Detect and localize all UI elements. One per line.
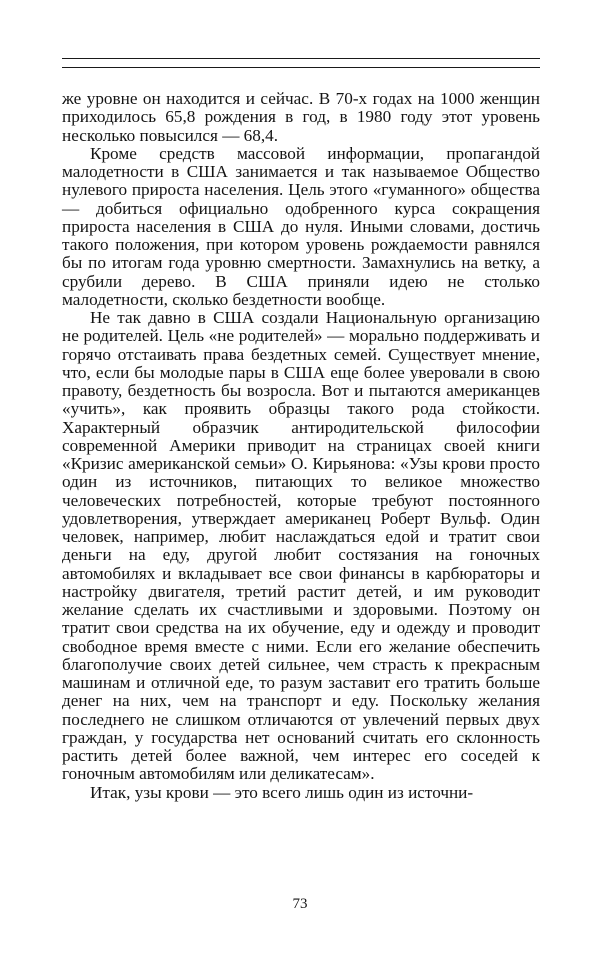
body-text: [62, 90, 540, 802]
page-number: 73: [292, 896, 308, 912]
paragraph: Кроме средств массовой информации, пропагандой малодетности в США занимается и так называемое Общество нулевого прироста населения. Цель этого «гуманного» общества — добиться официально одобренного курса сокращения прироста населения в США до нуля. Иными словами, достичь такого положения, при котором уровень рождаемости равнялся бы по итогам года уровню смертности. Замахнулись на ветку, а срубили дерево. В США приняли идею не столько малодетности, сколько бездетности вообще.: [62, 143, 540, 309]
paragraph: Не так давно в США создали Национальную организацию не родителей. Цель «не родителей» — морально поддерживать и горячо отстаивать права бездетных семей. Существует мнение, что, если бы молодые пары в США еще более уверовали в свою правоту, бездетность бы возросла. Вот и пытаются американцев «учить», как проявить образцы такого рода стойкости. Характерный образчик антиродительской философии современной Америки приводит на страницах своей книги «Кризис американской семьи» О. Кирьянова: «Узы крови просто один из источников, питающих то великое множество человеческих потребностей, которые требуют постоянного удовлетворения, утверждает американец Роберт Вульф. Один человек, например, любит наслаждаться едой и тратит свои деньги на еду, другой любит состязания на гоночных автомобилях и вкладывает все свои финансы в карбюраторы и настройку двигателя, третий растит детей, и им руководит желание сделать их счастливыми и здоровыми. Поэтому он тратит свои средства на их обучение, еду и одежду и проводит свободное время вместе с ними. Если его желание обеспечить благополучие своих детей сильнее, чем страсть к прекрасным машинам и отличной еде, то разум заставит его тратить больше денег на них, чем на транспорт и еду. Поскольку желания последнего не слишком отличаются от увлечений первых двух граждан, у государства нет оснований считать его склонность растить детей более важной, чем интерес его соседей к гоночным автомобилям или деликатесам».: [62, 308, 540, 784]
paragraph-continuation: же уровне он находится и сейчас. В 70-х годах на 1000 женщин приходилось 65,8 рождения в год, в 1980 году этот уровень несколько повысился — 68,4.: [62, 89, 540, 145]
header-rule-bottom: [62, 67, 540, 68]
paragraph: Итак, узы крови — это всего лишь один из источни-: [90, 782, 474, 802]
header-rule-top: [62, 58, 540, 59]
